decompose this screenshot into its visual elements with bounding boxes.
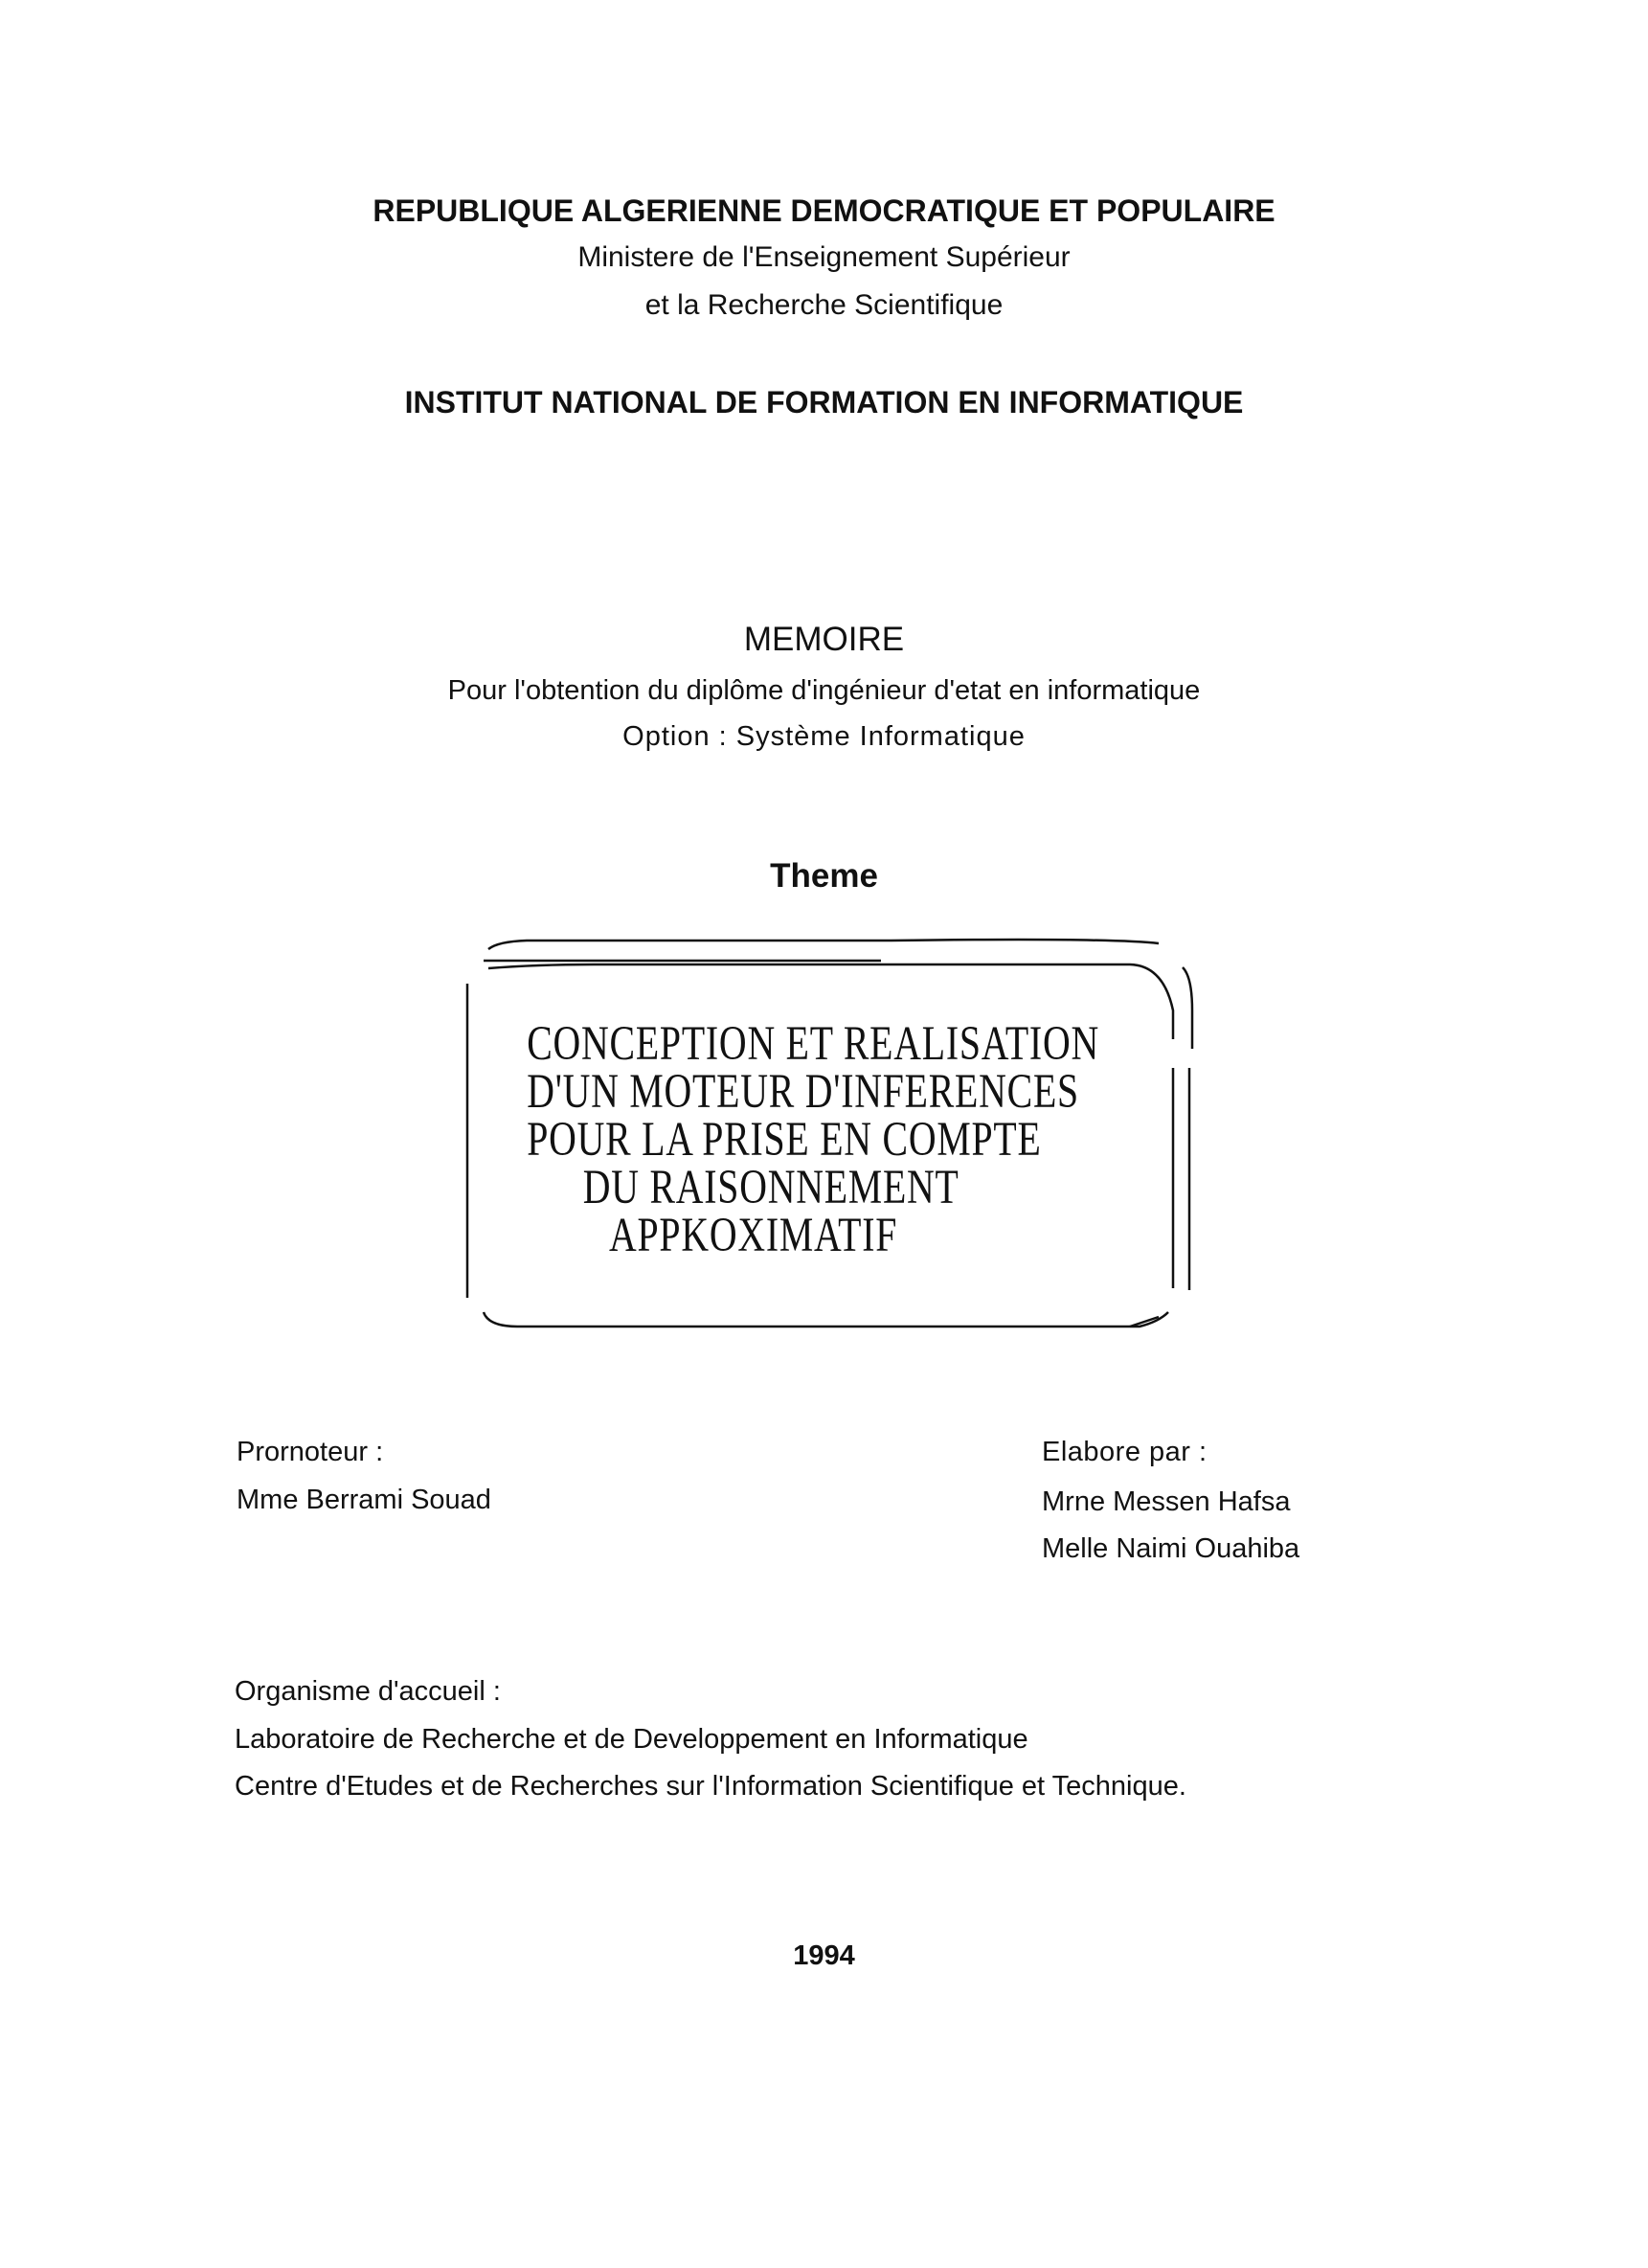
theme-frame [460,934,1197,1336]
memoire-purpose: Pour l'obtention du diplôme d'ingénieur d'etat en informatique [447,675,1201,706]
promoteur-name: Mme Berrami Souad [237,1485,491,1515]
thesis-title-line: CONCEPTION ET REALISATION [527,1017,1099,1071]
ministry-line-1: Ministere de l'Enseignement Supérieur [577,241,1071,273]
thesis-title-line: D'UN MOTEUR D'INFERENCES [527,1065,1079,1119]
republic-heading: REPUBLIQUE ALGERIENNE DEMOCRATIQUE ET POPULAIRE [372,193,1276,228]
thesis-title-line: POUR LA PRISE EN COMPTE [527,1113,1042,1167]
organisme-label: Organisme d'accueil : [235,1676,501,1707]
organisme-line-1: Laboratoire de Recherche et de Developpement en Informatique [235,1724,1028,1755]
year: 1994 [793,1940,855,1971]
thesis-title-line: APPKOXIMATIF [609,1209,898,1262]
author-name: Mrne Messen Hafsa [1042,1486,1291,1517]
ministry-line-2: et la Recherche Scientifique [644,289,1004,321]
author-name: Melle Naimi Ouahiba [1042,1533,1300,1564]
theme-label: Theme [770,857,878,895]
memoire-option: Option : Système Informatique [622,721,1026,752]
thesis-title-line: DU RAISONNEMENT [582,1161,959,1214]
thesis-title [460,1017,1099,1262]
authors-label: Elabore par : [1042,1437,1208,1467]
institute-heading: INSTITUT NATIONAL DE FORMATION EN INFORMATIQUE [404,385,1244,420]
organisme-line-2: Centre d'Etudes et de Recherches sur l'Information Scientifique et Technique. [235,1771,1186,1802]
memoire-title: MEMOIRE [743,621,905,658]
promoteur-label: Prornoteur : [237,1437,384,1467]
